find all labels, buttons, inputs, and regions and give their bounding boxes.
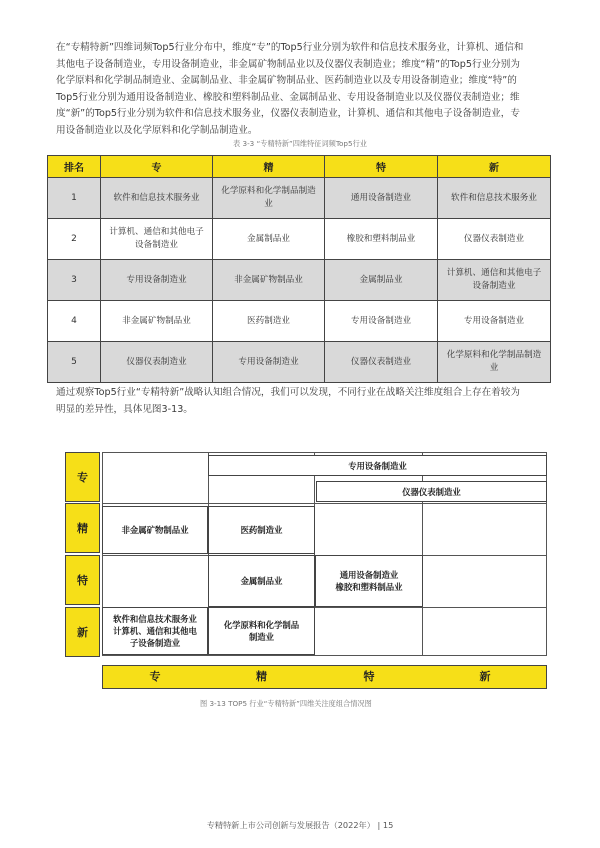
table-cell: 仪器仪表制造业	[438, 219, 551, 260]
table-cell: 仪器仪表制造业	[325, 342, 438, 383]
table-row	[48, 260, 551, 301]
box-tongyong: 通用设备制造业	[339, 570, 399, 580]
header-xin: 新	[438, 156, 551, 178]
table-cell: 软件和信息技术服务业	[438, 178, 551, 219]
table-cell: 专用设备制造业	[101, 260, 213, 301]
box-ruanjian-jisuanji	[102, 607, 208, 655]
table-cell: 金属制品业	[213, 219, 325, 260]
row-label-xin: 新	[65, 607, 100, 657]
box-ruanjian: 软件和信息技术服务业	[113, 614, 197, 624]
header-te: 特	[325, 156, 438, 178]
row-label-zhuan: 专	[65, 452, 100, 502]
rank-cell: 2	[48, 219, 101, 260]
box-jinshu: 金属制品业	[208, 555, 315, 607]
table-cell: 通用设备制造业	[325, 178, 438, 219]
intro-line: 化学原料和化学制品制造业、金属制品业、非金属矿物制品业、医药制造业以及专用设备制造业；维度“特”的	[56, 75, 517, 86]
box-zhuanyong: 专用设备制造业	[208, 455, 547, 476]
box-tongyong-xiangjiao	[315, 555, 423, 607]
intro-line: 用设备制造业以及化学原料和化学制品制造业。	[56, 124, 258, 136]
table-row	[48, 219, 551, 260]
rank-cell: 5	[48, 342, 101, 383]
col-label-te: 特	[363, 670, 375, 683]
rank-cell: 1	[48, 178, 101, 219]
table-cell: 仪器仪表制造业	[101, 342, 213, 383]
top5-industry-table	[47, 155, 551, 383]
intro-line: 其他电子设备制造业，专用设备制造业，非金属矿物制品业以及仪器仪表制造业；维度“精”的Top5行业分别为	[56, 58, 520, 70]
box-xiangjiao: 橡胶和塑料制品业	[335, 582, 403, 592]
header-zhuan: 专	[101, 156, 213, 178]
table-caption: 表 3-3 “专精特新”四维特征词频Top5行业	[233, 139, 367, 148]
table-cell: 专用设备制造业	[213, 342, 325, 383]
figure-caption: 图 3-13 TOP5 行业“专精特新”四维关注度组合情况图	[200, 699, 372, 708]
table-cell: 计算机、通信和其他电子设备制造业	[101, 219, 213, 260]
box-huaxue-line1: 化学原料和化学制品	[223, 620, 300, 630]
mid-paragraph	[56, 385, 556, 418]
intro-line: 度“新”的Top5行业分别为软件和信息技术服务业，仪器仪表制造业，计算机、通信和其他电子设备制造业，专	[56, 108, 520, 119]
box-yiqi: 仪器仪表制造业	[316, 481, 547, 502]
table-cell: 化学原料和化学制品制造业	[438, 342, 551, 383]
table-cell: 化学原料和化学制品制造业	[213, 178, 325, 219]
intro-line: 在“专精特新”四维词频Top5行业分布中，维度“专”的Top5行业分别为软件和信息技术服务业，计算机、通信和	[56, 42, 524, 53]
grid-line	[102, 503, 547, 504]
header-jing: 精	[213, 156, 325, 178]
box-jisuanji-line2: 子设备制造业	[129, 638, 181, 648]
table-cell: 专用设备制造业	[325, 301, 438, 342]
grid-line	[102, 452, 547, 453]
row-label-jing: 精	[65, 503, 100, 553]
box-yiyao: 医药制造业	[208, 506, 315, 554]
mid-line: 明显的差异性，具体见图3-13。	[56, 403, 193, 415]
box-feijinshu: 非金属矿物制品业	[102, 506, 208, 554]
intro-paragraph	[56, 40, 556, 139]
table-cell: 橡胶和塑料制品业	[325, 219, 438, 260]
grid-line	[102, 655, 547, 656]
col-label-zhuan: 专	[149, 670, 161, 683]
box-jisuanji-line1: 计算机、通信和其他电	[113, 626, 197, 636]
mid-line: 通过观察Top5行业“专精特新”战略认知组合情况，我们可以发现，不同行业在战略关注维度组合上存在着较为	[56, 387, 520, 398]
table-row	[48, 301, 551, 342]
table-cell: 软件和信息技术服务业	[101, 178, 213, 219]
table-row	[48, 178, 551, 219]
table-header-row	[48, 156, 551, 178]
rank-cell: 3	[48, 260, 101, 301]
table-cell: 非金属矿物制品业	[213, 260, 325, 301]
box-huaxue	[208, 607, 315, 655]
figure-3-13	[62, 452, 548, 692]
table-cell: 医药制造业	[213, 301, 325, 342]
col-label-xin: 新	[479, 670, 491, 683]
page-footer: 专精特新上市公司创新与发展报告（2022年） | 15	[206, 820, 394, 830]
box-huaxue-line2: 制造业	[248, 632, 275, 642]
table-cell: 专用设备制造业	[438, 301, 551, 342]
table-cell: 金属制品业	[325, 260, 438, 301]
rank-cell: 4	[48, 301, 101, 342]
col-label-jing: 精	[256, 670, 267, 683]
row-label-te: 特	[65, 555, 100, 605]
table-row	[48, 342, 551, 383]
header-rank: 排名	[48, 156, 101, 178]
table-cell: 非金属矿物制品业	[101, 301, 213, 342]
table-cell: 计算机、通信和其他电子设备制造业	[438, 260, 551, 301]
intro-line: Top5行业分别为通用设备制造业、橡胶和塑料制品业、金属制品业、专用设备制造业以及仪器仪表制造业；维	[56, 91, 520, 103]
